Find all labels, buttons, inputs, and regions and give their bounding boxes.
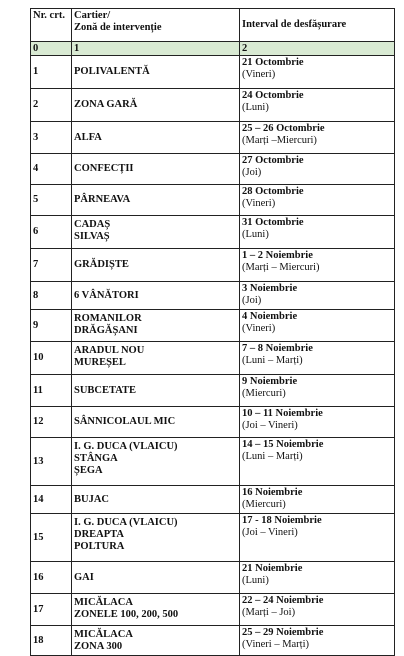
row-number: 14 [31,486,72,514]
zone-name-line: MUREȘEL [74,357,126,368]
table-row [31,438,395,486]
row-number: 1 [31,56,72,89]
zone-name-line: MICĂLACA [74,597,133,608]
row-number: 13 [31,438,72,486]
table-row [31,154,395,185]
interval-weekdays: (Vineri) [242,323,276,334]
interval-cell [240,562,395,594]
zone-name-line: ZONA GARĂ [74,99,138,110]
zone-cell [72,122,240,154]
row-number: 18 [31,626,72,656]
zone-cell [72,282,240,310]
zone-name-line: PÂRNEAVA [74,194,131,205]
zone-name-line: I. G. DUCA (VLAICU) [74,517,178,528]
interval-dates: 17 - 18 Noiembrie [242,515,322,526]
interval-cell [240,89,395,122]
zone-cell [72,310,240,342]
interval-dates: 9 Noiembrie [242,376,298,387]
interval-cell [240,407,395,438]
row-number: 5 [31,185,72,216]
interval-weekdays: (Joi – Vineri) [242,420,298,431]
zone-cell [72,89,240,122]
interval-weekdays: (Luni) [242,102,269,113]
interval-weekdays: (Luni – Marți) [242,355,303,366]
table-row [31,594,395,626]
schedule-document [30,8,394,656]
interval-cell [240,216,395,249]
interval-cell [240,486,395,514]
interval-cell [240,310,395,342]
column-index-row [31,42,395,56]
row-number: 15 [31,514,72,562]
table-header-row [31,9,395,42]
row-number: 17 [31,594,72,626]
interval-cell [240,282,395,310]
row-number: 4 [31,154,72,185]
interval-cell [240,375,395,407]
zone-name-line: CADAȘ [74,219,111,230]
interval-cell [240,594,395,626]
zone-name-line: 6 VÂNĂTORI [74,289,139,301]
table-row [31,310,395,342]
row-number: 3 [31,122,72,154]
zone-name-line: ARADUL NOU [74,345,145,356]
row-number: 2 [31,89,72,122]
table-row [31,626,395,656]
zone-name-line: DREAPTA [74,529,124,540]
header-interval: Interval de desfășurare [240,9,395,42]
zone-cell [72,154,240,185]
zone-cell [72,56,240,89]
interval-dates: 21 Noiembrie [242,563,303,574]
interval-cell [240,438,395,486]
table-row [31,56,395,89]
table-row [31,122,395,154]
interval-dates: 10 – 11 Noiembrie [242,408,323,419]
zone-name-line: POLIVALENTĂ [74,66,150,77]
interval-dates: 22 – 24 Noiembrie [242,595,324,606]
zone-name-line: MICĂLACA [74,629,133,640]
interval-weekdays: (Vineri) [242,198,276,209]
interval-dates: 21 Octombrie [242,57,304,68]
zone-cell [72,185,240,216]
index-cell-0: 0 [31,42,72,56]
zone-name-line: ȘEGA [74,465,103,476]
zone-name-line: SUBCETATE [74,384,137,396]
table-row [31,185,395,216]
header-zone-line2: Zonă de intervenție [74,22,162,33]
index-cell-1: 1 [72,42,240,56]
interval-dates: 25 – 29 Noiembrie [242,627,324,638]
zone-name-line: DRĂGĂȘANI [74,325,138,336]
interval-dates: 24 Octombrie [242,90,304,101]
zone-cell [72,594,240,626]
row-number: 7 [31,249,72,282]
zone-cell [72,249,240,282]
row-number: 8 [31,282,72,310]
interval-cell [240,154,395,185]
interval-weekdays: (Joi) [242,167,262,178]
zone-name-line: ZONA 300 [74,641,123,652]
zone-cell [72,562,240,594]
zone-cell [72,438,240,486]
interval-weekdays: (Vineri – Marți) [242,639,310,650]
interval-cell [240,122,395,154]
row-number: 12 [31,407,72,438]
interval-dates: 14 – 15 Noiembrie [242,439,324,450]
interval-dates: 4 Noiembrie [242,311,298,322]
zone-name-line: POLTURA [74,541,125,552]
zone-cell [72,486,240,514]
index-cell-2: 2 [240,42,395,56]
row-number: 9 [31,310,72,342]
zone-cell [72,514,240,562]
zone-name-line: GRĂDIȘTE [74,259,129,270]
zone-name-line: SÂNNICOLAUL MIC [74,416,176,427]
zone-cell [72,626,240,656]
table-row [31,342,395,375]
table-row [31,407,395,438]
header-nr: Nr. crt. [31,9,72,42]
table-row [31,486,395,514]
schedule-table [30,8,395,656]
table-row [31,375,395,407]
zone-name-line: GAI [74,571,94,583]
interval-cell [240,342,395,375]
interval-dates: 27 Octombrie [242,155,304,166]
interval-weekdays: (Miercuri) [242,499,286,510]
interval-weekdays: (Vineri) [242,69,276,80]
table-row [31,562,395,594]
interval-cell [240,185,395,216]
interval-weekdays: (Joi – Vineri) [242,527,298,538]
interval-cell [240,626,395,656]
interval-cell [240,514,395,562]
zone-name-line: ROMANILOR [74,313,142,324]
interval-weekdays: (Joi) [242,295,262,306]
interval-dates: 16 Noiembrie [242,487,303,498]
table-row [31,282,395,310]
zone-name-line: BUJAC [74,493,110,505]
row-number: 16 [31,562,72,594]
row-number: 11 [31,375,72,407]
interval-weekdays: (Marți –Miercuri) [242,135,317,146]
interval-weekdays: (Luni – Marți) [242,451,303,462]
interval-dates: 28 Octombrie [242,186,304,197]
header-zone-line1: Cartier/ [74,10,111,21]
zone-cell [72,407,240,438]
interval-cell [240,249,395,282]
interval-dates: 31 Octombrie [242,217,304,228]
interval-dates: 25 – 26 Octombrie [242,123,325,134]
row-number: 10 [31,342,72,375]
table-row [31,249,395,282]
zone-name-line: STÂNGA [74,453,118,464]
table-row [31,216,395,249]
interval-weekdays: (Luni) [242,575,269,586]
interval-weekdays: (Marți – Miercuri) [242,262,320,273]
interval-weekdays: (Miercuri) [242,388,286,399]
interval-dates: 7 – 8 Noiembrie [242,343,313,354]
interval-cell [240,56,395,89]
zone-cell [72,375,240,407]
table-row [31,514,395,562]
interval-weekdays: (Marți – Joi) [242,607,296,618]
interval-weekdays: (Luni) [242,229,269,240]
zone-cell [72,216,240,249]
zone-name-line: ALFA [74,131,102,143]
zone-name-line: ZONELE 100, 200, 500 [74,609,179,620]
zone-cell [72,342,240,375]
interval-dates: 1 – 2 Noiembrie [242,250,313,261]
table-row [31,89,395,122]
zone-name-line: I. G. DUCA (VLAICU) [74,441,178,452]
zone-name-line: CONFECȚII [74,163,134,174]
row-number: 6 [31,216,72,249]
header-zone [72,9,240,42]
zone-name-line: SILVAȘ [74,231,110,242]
interval-dates: 3 Noiembrie [242,283,298,294]
